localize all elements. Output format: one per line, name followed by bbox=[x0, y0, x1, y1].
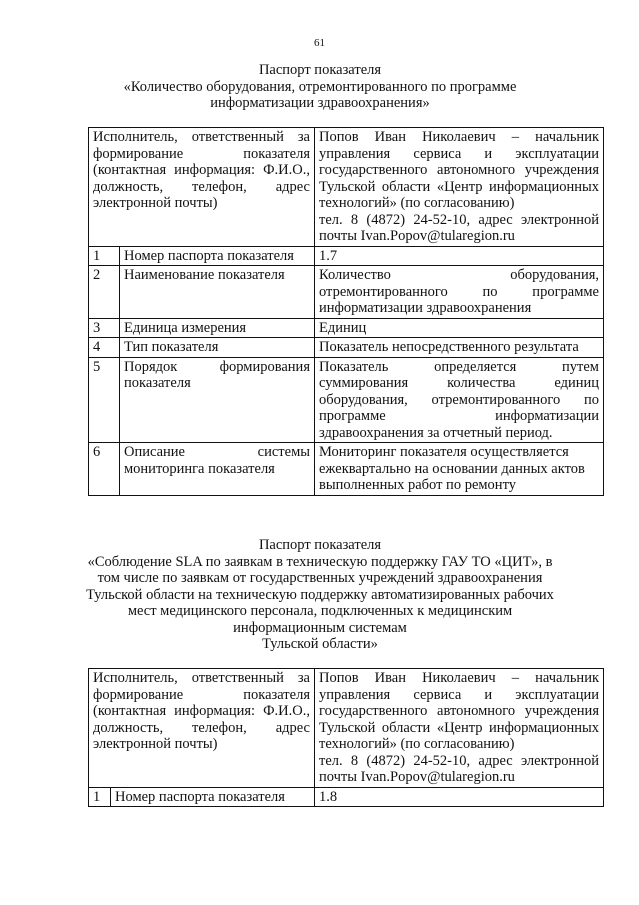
heading-line: Тульской области на техническую поддержку автоматизированных рабочих bbox=[86, 586, 554, 603]
row-label: Порядок формирования показателя bbox=[120, 357, 315, 443]
row-number: 3 bbox=[89, 318, 120, 338]
executor-value-cell bbox=[315, 128, 604, 247]
row-value: 1.7 bbox=[315, 246, 604, 266]
executor-contact: тел. 8 (4872) 24-52-10, адрес электронной почты Ivan.Popov@tularegion.ru bbox=[319, 211, 599, 244]
executor-row bbox=[89, 669, 604, 788]
heading-line: «Количество оборудования, отремонтированного по программе bbox=[123, 78, 517, 95]
row-value: 1.8 bbox=[315, 787, 604, 807]
table-row bbox=[89, 787, 604, 807]
heading-line: информатизации здравоохранения» bbox=[210, 95, 430, 111]
executor-label: Исполнитель, ответственный за формирование показателя (контактная информация: Ф.И.О., должность, телефон, адрес электронной почты) bbox=[89, 669, 315, 788]
row-label: Номер паспорта показателя bbox=[111, 787, 315, 807]
heading-line: информационным системам bbox=[233, 619, 407, 636]
page-number: 61 bbox=[314, 37, 325, 49]
row-value: Единиц bbox=[315, 318, 604, 338]
executor-contact: тел. 8 (4872) 24-52-10, адрес электронной почты Ivan.Popov@tularegion.ru bbox=[319, 752, 599, 785]
heading-line: том числе по заявкам от государственных учреждений здравоохранения bbox=[97, 570, 543, 586]
row-value: Показатель непосредственного результата bbox=[315, 338, 604, 358]
heading-line: «Соблюдение SLA по заявкам в техническую поддержку ГАУ ТО «ЦИТ», в bbox=[87, 553, 553, 570]
executor-label: Исполнитель, ответственный за формирование показателя (контактная информация: Ф.И.О., должность, телефон, адрес электронной почты) bbox=[89, 128, 315, 247]
row-number: 1 bbox=[89, 787, 111, 807]
row-number: 6 bbox=[89, 443, 120, 496]
row-label: Единица измерения bbox=[120, 318, 315, 338]
passport-2-heading bbox=[70, 537, 570, 653]
passport-1-table bbox=[88, 127, 604, 496]
table-row bbox=[89, 338, 604, 358]
row-label: Наименование показателя bbox=[120, 266, 315, 319]
row-number: 2 bbox=[89, 266, 120, 319]
table-row bbox=[89, 443, 604, 496]
passport-2-table bbox=[88, 668, 604, 807]
row-label: Тип показателя bbox=[120, 338, 315, 358]
heading-line: Паспорт показателя bbox=[258, 62, 382, 78]
table-row bbox=[89, 246, 604, 266]
executor-value: Попов Иван Николаевич – начальник управления сервиса и эксплуатации государственного автономного учреждения Тульской области «Центр информационных технологий» (по согласованию) bbox=[319, 129, 599, 211]
table-row bbox=[89, 266, 604, 319]
heading-line: Тульской области» bbox=[262, 636, 378, 652]
heading-line: мест медицинского персонала, подключенных к медицинским bbox=[127, 603, 513, 619]
row-value: Количество оборудования, отремонтированного по программе информатизации здравоохранения bbox=[315, 266, 604, 319]
row-number: 1 bbox=[89, 246, 120, 266]
row-number: 5 bbox=[89, 357, 120, 443]
row-value: Мониторинг показателя осуществляется ежеквартально на основании данных актов выполненных работ по ремонту bbox=[315, 443, 604, 496]
table-row bbox=[89, 318, 604, 338]
executor-value-cell bbox=[315, 669, 604, 788]
table-row bbox=[89, 357, 604, 443]
executor-row bbox=[89, 128, 604, 247]
row-label: Номер паспорта показателя bbox=[120, 246, 315, 266]
row-number: 4 bbox=[89, 338, 120, 358]
heading-line: Паспорт показателя bbox=[258, 537, 382, 553]
row-value: Показатель определяется путем суммирования количества единиц оборудования, отремонтированного по программе информатизации здравоохранения за отчетный период. bbox=[315, 357, 604, 443]
executor-value: Попов Иван Николаевич – начальник управления сервиса и эксплуатации государственного автономного учреждения Тульской области «Центр информационных технологий» (по согласованию) bbox=[319, 670, 599, 752]
row-label: Описание системы мониторинга показателя bbox=[120, 443, 315, 496]
passport-1-heading bbox=[70, 62, 570, 112]
